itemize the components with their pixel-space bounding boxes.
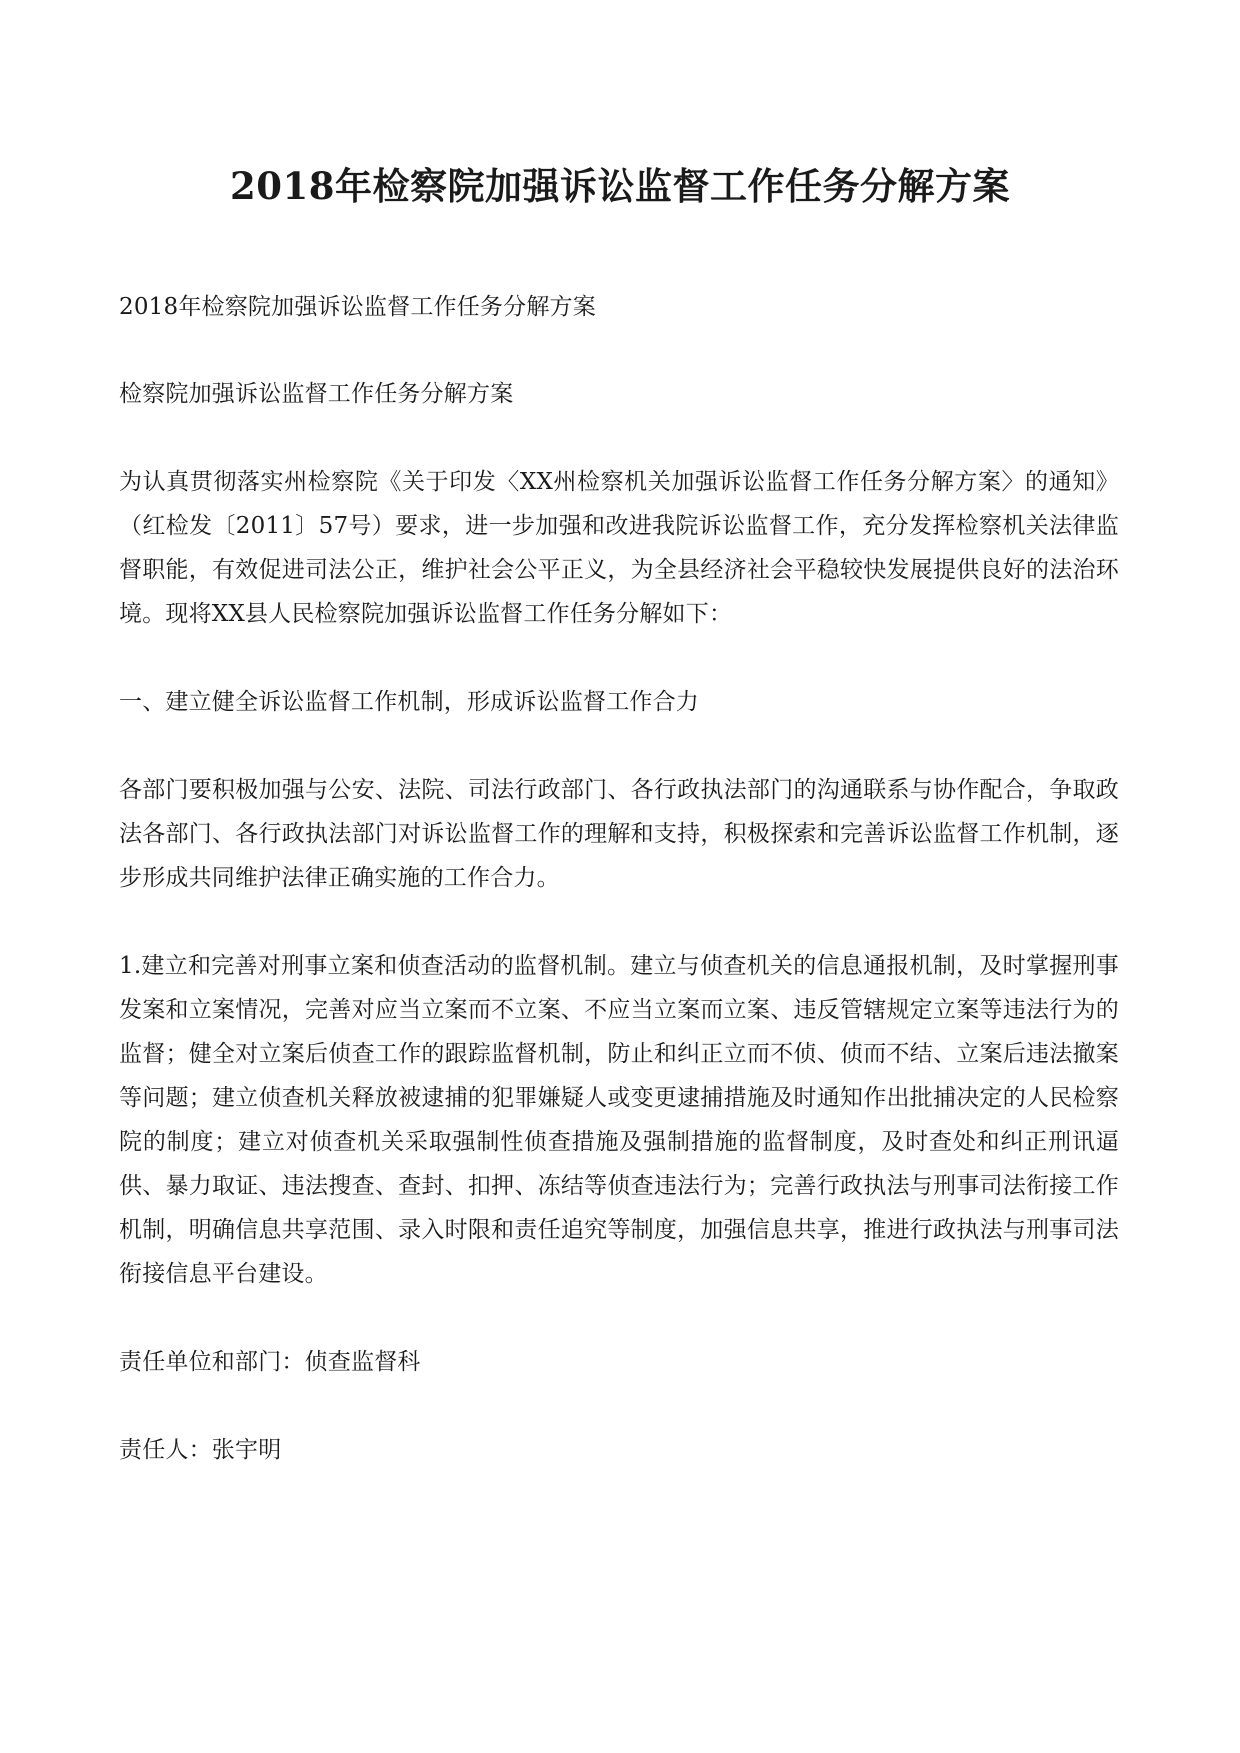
item1-paragraph: 1.建立和完善对刑事立案和侦查活动的监督机制。建立与侦查机关的信息通报机制，及时掌握刑事发案和立案情况，完善对应当立案而不立案、不应当立案而立案、违反管辖规定立案等违法行为的监督；健全对立案后侦查工作的跟踪监督机制，防止和纠正立而不侦、侦而不结、立案后违法撤案等问题；建立侦查机关释放被逮捕的犯罪嫌疑人或变更逮捕措施及时通知作出批捕决定的人民检察院的制度；建立对侦查机关采取强制性侦查措施及强制措施的监督制度，及时查处和纠正刑讯逼供、暴力取证、违法搜查、查封、扣押、冻结等侦查违法行为；完善行政执法与刑事司法衔接工作机制，明确信息共享范围、录入时限和责任追究等制度，加强信息共享，推进行政执法与刑事司法衔接信息平台建设。 (119, 953, 1119, 1287)
document-heading: 检察院加强诉讼监督工作任务分解方案 (119, 381, 514, 407)
document-title: 2018年检察院加强诉讼监督工作任务分解方案 (230, 164, 1010, 208)
document-subtitle: 2018年检察院加强诉讼监督工作任务分解方案 (119, 294, 596, 320)
item1-responsible-unit: 责任单位和部门：侦查监督科 (119, 1349, 421, 1375)
section1-paragraph: 各部门要积极加强与公安、法院、司法行政部门、各行政执法部门的沟通联系与协作配合，争取政法各部门、各行政执法部门对诉讼监督工作的理解和支持，积极探索和完善诉讼监督工作机制，逐步形成共同维护法律正确实施的工作合力。 (119, 777, 1119, 891)
section1-heading: 一、建立健全诉讼监督工作机制，形成诉讼监督工作合力 (119, 689, 699, 715)
intro-paragraph: 为认真贯彻落实州检察院《关于印发〈XX州检察机关加强诉讼监督工作任务分解方案〉的通知》（红检发〔2011〕57号）要求，进一步加强和改进我院诉讼监督工作，充分发挥检察机关法律监督职能，有效促进司法公正，维护社会公平正义，为全县经济社会平稳较快发展提供良好的法治环境。现将XX县人民检察院加强诉讼监督工作任务分解如下： (119, 469, 1119, 627)
document-body (119, 285, 1119, 1472)
item1-responsible-person: 责任人：张宇明 (119, 1437, 282, 1463)
